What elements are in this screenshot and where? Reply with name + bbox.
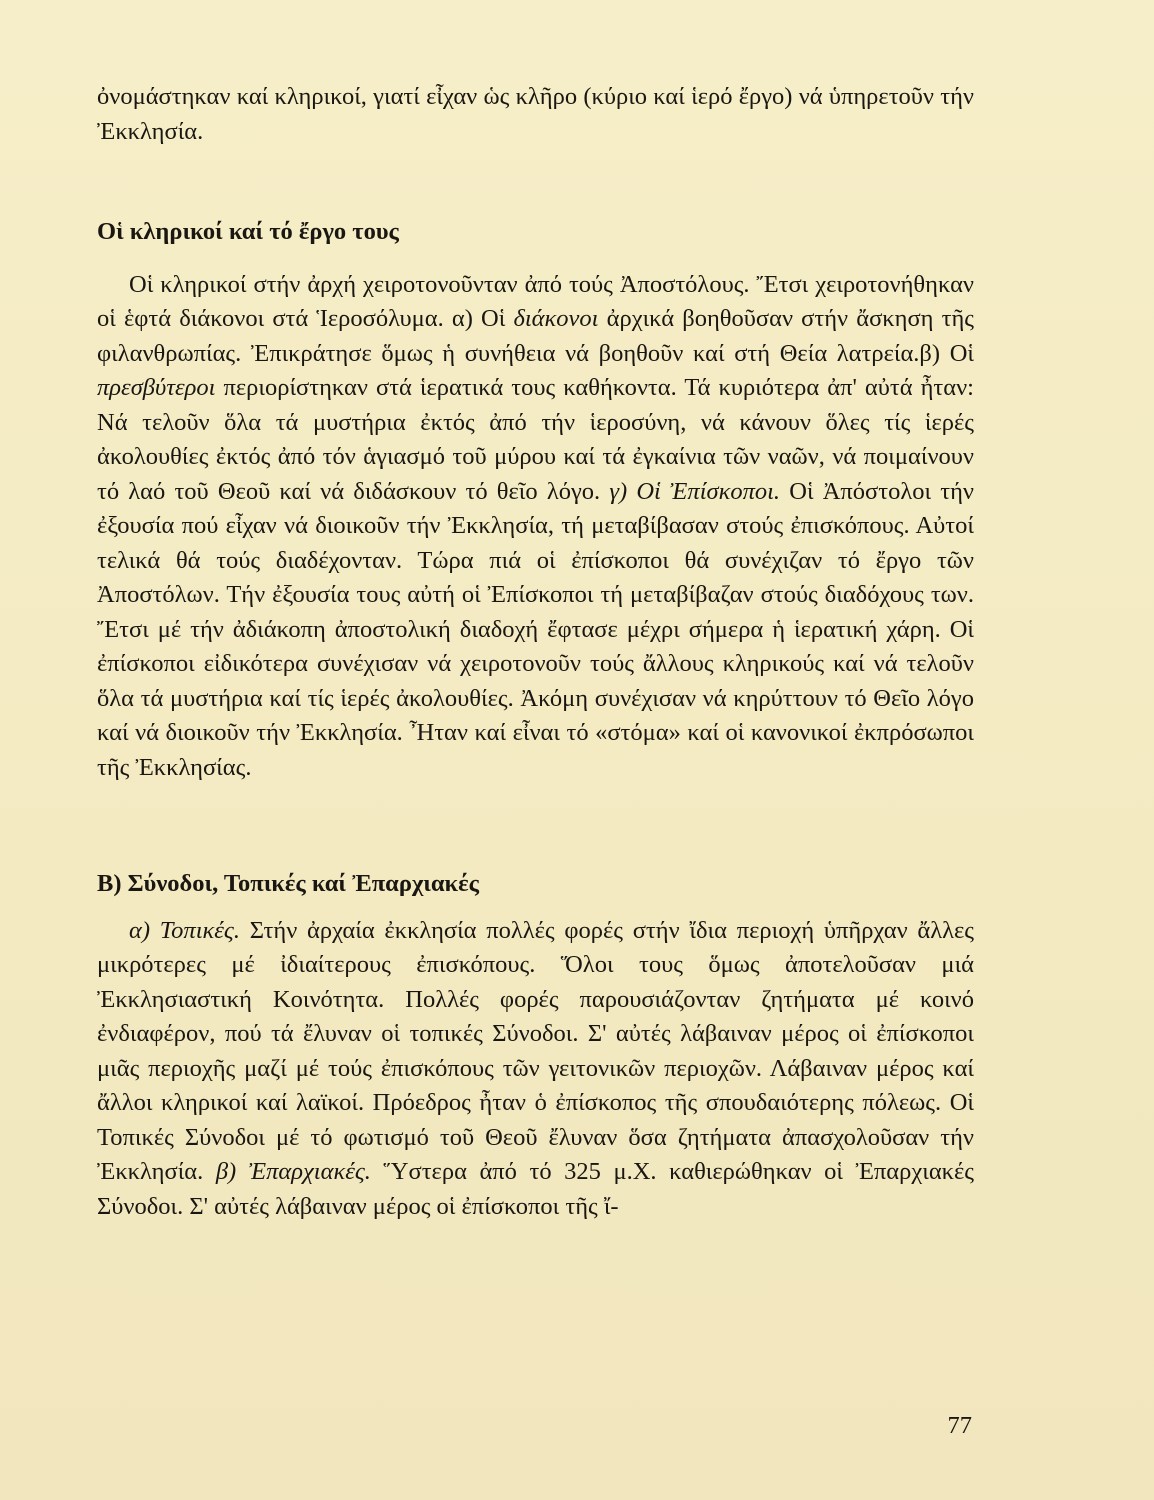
term-local: α) Τοπικές. bbox=[129, 916, 240, 944]
term-presbyters: πρεσβύτεροι bbox=[97, 374, 216, 401]
clergy-text-c: περιορίστηκαν στά ἱερατικά τους καθήκοντα. Τά κυριότερα ἀπ' αὐτά ἦταν: Νά τελοῦν ὅλα τά μυστήρια ἐκτός ἀπό τήν ἱεροσύνη, νά κάνουν ὅλες τίς ἱερές ἀκολουθίες ἐκτός ἀπό τόν ἁγιασμό τοῦ μύρου καί τά ἐγκαίνια τῶν ναῶν, νά ποιμαίνουν τό λαό τοῦ Θεοῦ καί νά διδάσκουν τό θεῖο λόγο. bbox=[97, 374, 974, 505]
synods-paragraph bbox=[97, 914, 974, 1225]
clergy-text-a: Οἱ κληρικοί στήν ἀρχή χειροτονοῦνταν ἀπό τούς Ἀποστόλους. Ἔτσι χειροτονήθηκαν οἱ ἑφτά διάκονοι στά Ἱεροσόλυμα. α) Οἱ bbox=[97, 270, 974, 332]
clergy-text-b: ἀρχικά βοηθοῦσαν στήν ἄσκηση τῆς φιλανθρωπίας. Ἐπικράτησε ὅμως ἡ συνήθεια νά βοηθοῦν καί στή Θεία λατρεία.β) Οἱ bbox=[97, 305, 974, 367]
clergy-paragraph bbox=[97, 268, 974, 786]
section-heading-synods: Β) Σύνοδοι, Τοπικές καί Ἐπαρχιακές bbox=[97, 870, 479, 897]
term-bishops: γ) Οἱ Ἐπίσκοποι. bbox=[609, 477, 781, 505]
synods-text-a: Στήν ἀρχαία ἐκκλησία πολλές φορές στήν ἴδια περιοχή ὑπῆρχαν ἄλλες μικρότερες μέ ἰδιαίτερους ἐπισκόπους. Ὅλοι τους ὅμως ἀποτελοῦσαν μιά Ἐκκλησιαστική Κοινότητα. Πολλές φορές παρουσιάζονταν ζητήματα μέ κοινό ἐνδιαφέρον, πού τά ἔλυναν οἱ τοπικές Σύνοδοι. Σ' αὐτές λάβαιναν μέρος οἱ ἐπίσκοποι μιᾶς περιοχῆς μαζί μέ τούς ἐπισκόπους τῶν γειτονικῶν περιοχῶν. Λάβαιναν μέρος καί ἄλλοι κληρικοί καί λαϊκοί. Πρόεδρος ἦταν ὁ ἐπίσκοπος τῆς σπουδαιότερης πόλεως. Οἱ Τοπικές Σύνοδοι μέ τό φωτισμό τοῦ Θεοῦ ἔλυναν ὅσα ζητήματα ἀπασχολοῦσαν τήν Ἐκκλησία. bbox=[97, 916, 974, 1185]
synods-text-b: Ὕστερα ἀπό τό 325 μ.Χ. καθιερώθηκαν οἱ Ἐπαρχιακές Σύνοδοι. Σ' αὐτές λάβαιναν μέρος οἱ ἐπίσκοποι τῆς ἴ- bbox=[97, 1158, 974, 1220]
page-number: 77 bbox=[947, 1412, 972, 1439]
term-deacons: διάκονοι bbox=[513, 305, 599, 332]
section-heading-clergy: Οἱ κληρικοί καί τό ἔργο τους bbox=[97, 218, 399, 245]
opening-paragraph: ὀνομάστηκαν καί κληρικοί, γιατί εἶχαν ὡς κλῆρο (κύριο καί ἱερό ἔργο) νά ὑπηρετοῦν τήν Ἐκκλησία. bbox=[97, 83, 974, 145]
clergy-text-d: Οἱ Ἀπόστολοι τήν ἐξουσία πού εἶχαν νά διοικοῦν τήν Ἐκκλησία, τή μεταβίβασαν στούς ἐπισκόπους. Αὐτοί τελικά θά τούς διαδέχονταν. Τώρα πιά οἱ ἐπίσκοποι θά συνέχιζαν τό ἔργο τῶν Ἀποστόλων. Τήν ἐξουσία τους αὐτή οἱ Ἐπίσκοποι τή μεταβίβαζαν στούς διαδόχους των. Ἔτσι μέ τήν ἀδιάκοπη ἀποστολική διαδοχή ἔφτασε μέχρι σήμερα ἡ ἱερατική χάρη. Οἱ ἐπίσκοποι εἰδικότερα συνέχισαν νά χειροτονοῦν τούς ἄλλους κληρικούς καί νά τελοῦν ὅλα τά μυστήρια καί τίς ἱερές ἀκολουθίες. Ἀκόμη συνέχισαν νά κηρύττουν τό Θεῖο λόγο καί νά διοικοῦν τήν Ἐκκλησία. Ἦταν καί εἶναι τό «στόμα» καί οἱ κανονικοί ἐκπρόσωποι τῆς Ἐκκλησίας. bbox=[97, 477, 975, 781]
text-column bbox=[97, 80, 974, 1224]
term-provincial: β) Ἐπαρχιακές. bbox=[215, 1158, 371, 1185]
